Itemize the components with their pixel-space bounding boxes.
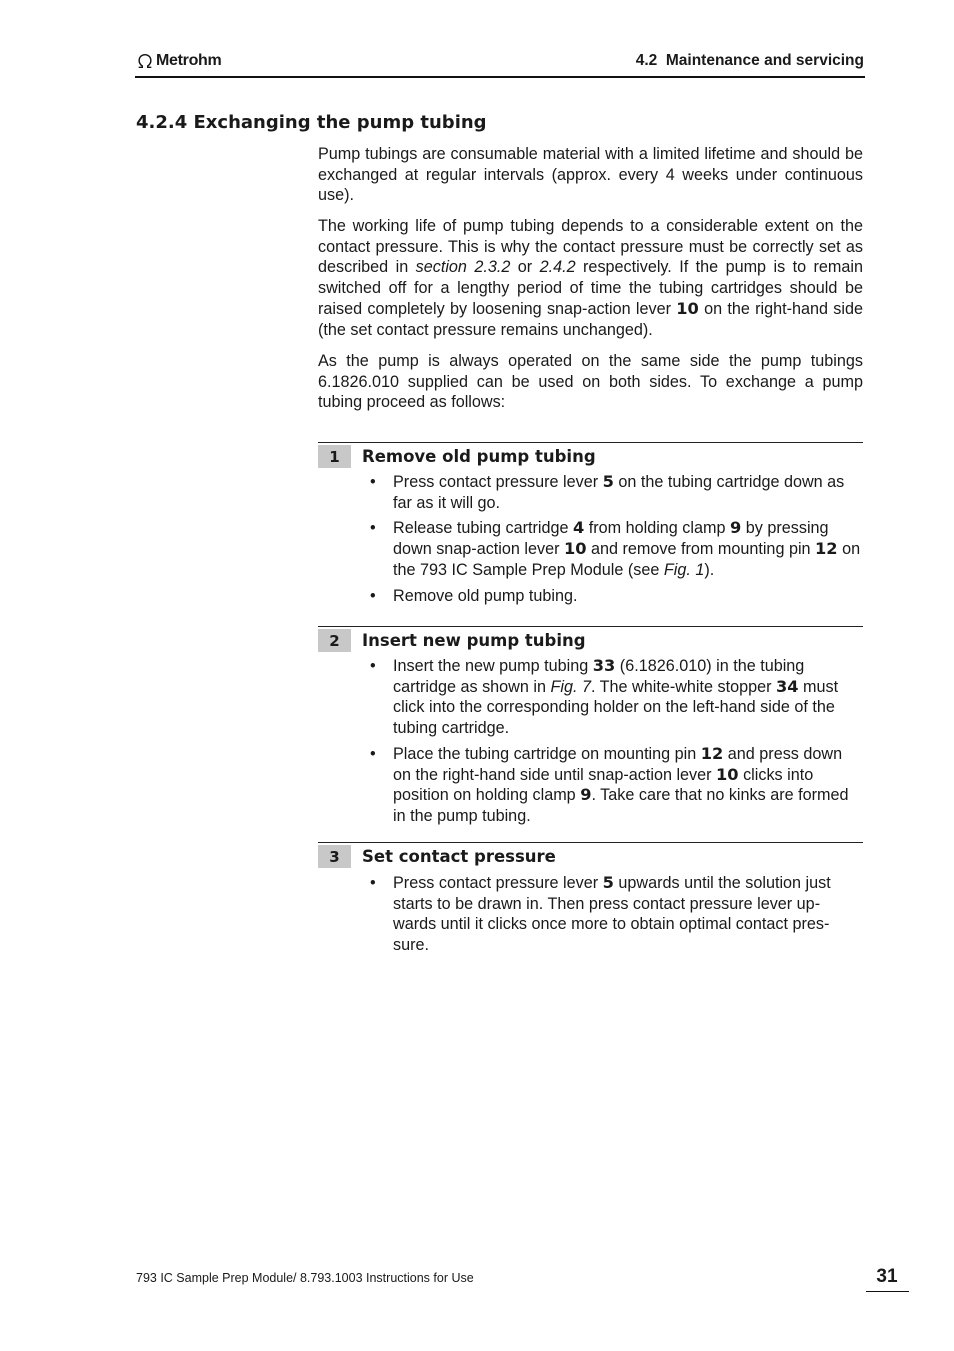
section-title: 4.2.4 Exchanging the pump tubing: [136, 112, 487, 133]
text-run: Press contact pressure lever: [393, 874, 603, 892]
list-item: [370, 518, 863, 580]
text-run: . Take care that no kinks are formed in the pump tubing.: [393, 786, 849, 825]
page-number: 31: [876, 1266, 898, 1287]
text-run: from holding clamp: [584, 519, 730, 538]
part-number: 4: [572, 518, 585, 538]
text-run: (6.1826.010) in the tubing cartridge as shown in: [393, 657, 805, 696]
brand-logo: [136, 52, 221, 70]
text-run: must click into the corresponding holder on the left-hand side of the tubing cartridge.: [393, 677, 839, 738]
step-title: Remove old pump tubing: [362, 447, 596, 466]
part-number: 10: [676, 298, 699, 318]
step-divider: [318, 626, 863, 627]
part-number: 5: [602, 472, 614, 491]
paragraph-text: Pump tubings are consumable material with a limited lifetime and should be exchanged at regular intervals (approx. every 4 weeks under continuous use).: [318, 145, 863, 205]
step-divider: [318, 442, 863, 443]
text-run: respectively. If the pump is to remain switched off for a lengthy period of time the tubing cartridges should be raised completely by loosening snap-action lever: [318, 258, 863, 318]
step-number: 3: [318, 845, 351, 868]
brand-name: Metrohm: [156, 52, 222, 69]
text-run: clicks into position on holding clamp: [393, 765, 814, 805]
paragraph-intro: [318, 144, 863, 206]
part-number: 33: [592, 656, 616, 675]
part-number: 34: [776, 676, 799, 696]
step-bullet-list: [370, 656, 863, 832]
text-run: on the 793 IC Sample Prep Module (see: [393, 540, 861, 579]
paragraph-procedure-intro: [318, 351, 863, 413]
part-number: 5: [602, 873, 614, 892]
metrohm-omega-icon: [136, 52, 154, 70]
part-number: 10: [563, 539, 587, 559]
part-number: 12: [815, 539, 838, 559]
list-item: [370, 873, 863, 956]
text-run: upwards until the solution just starts to be drawn in. Then press contact pressure lever up-wards until it clicks once more to obtain optimal contact pres-sure.: [393, 874, 831, 955]
list-item: [370, 586, 863, 607]
step-bullet-list: [370, 873, 863, 961]
section-reference-link[interactable]: 2.4.2: [539, 258, 576, 277]
part-number: 12: [700, 743, 724, 763]
step-divider: [318, 842, 863, 843]
text-run: Place the tubing cartridge on mounting pin: [393, 744, 701, 763]
paragraph-text: [318, 216, 863, 340]
text-run: by pressing down snap-action lever: [393, 519, 829, 559]
list-item: [370, 656, 863, 739]
text-run: ).: [704, 560, 715, 579]
text-run: Insert the new pump tubing: [393, 657, 593, 675]
text-run: and remove from mounting pin: [586, 540, 816, 559]
text-run: The working life of pump tubing depends to a considerable extent on the contact pressure. This is why the contact pressure must be correctly set as described in: [318, 217, 863, 277]
page-number-underline: [866, 1291, 909, 1292]
paragraph-contact-pressure: [318, 216, 863, 340]
text-run: or: [510, 258, 540, 277]
header-divider: [135, 76, 865, 78]
text-run: Release tubing cartridge: [393, 519, 573, 538]
figure-reference-link[interactable]: Fig. 1: [663, 560, 705, 579]
text-run: and press down on the right-hand side until snap-action lever: [393, 744, 843, 784]
text-run: Press contact pressure lever: [393, 473, 603, 491]
text-run: on the tubing cartridge down as far as it will go.: [393, 473, 845, 512]
text-run: . The white-white stopper: [590, 677, 777, 696]
part-number: 9: [580, 785, 592, 805]
step-title: Set contact pressure: [362, 847, 556, 866]
text-run: on the right-hand side (the set contact pressure remains unchanged).: [318, 299, 863, 339]
footer-document-title: 793 IC Sample Prep Module/ 8.793.1003 Instructions for Use: [136, 1271, 474, 1285]
part-number: 9: [730, 518, 742, 538]
list-item: [370, 744, 863, 827]
part-number: 10: [716, 764, 739, 784]
step-number: 1: [318, 445, 351, 468]
text-run: Remove old pump tubing.: [393, 586, 578, 605]
step-number: 2: [318, 629, 351, 652]
paragraph-text: As the pump is always operated on the same side the pump tubings 6.1826.010 supplied can be used on both sides. To exchange a pump tubing proceed as follows:: [318, 352, 863, 412]
section-reference-link[interactable]: section 2.3.2: [415, 258, 511, 277]
header-section-title: 4.2 Maintenance and servicing: [635, 52, 864, 69]
step-bullet-list: [370, 472, 863, 611]
step-title: Insert new pump tubing: [362, 631, 586, 650]
list-item: [370, 472, 863, 513]
figure-reference-link[interactable]: Fig. 7: [550, 677, 591, 696]
